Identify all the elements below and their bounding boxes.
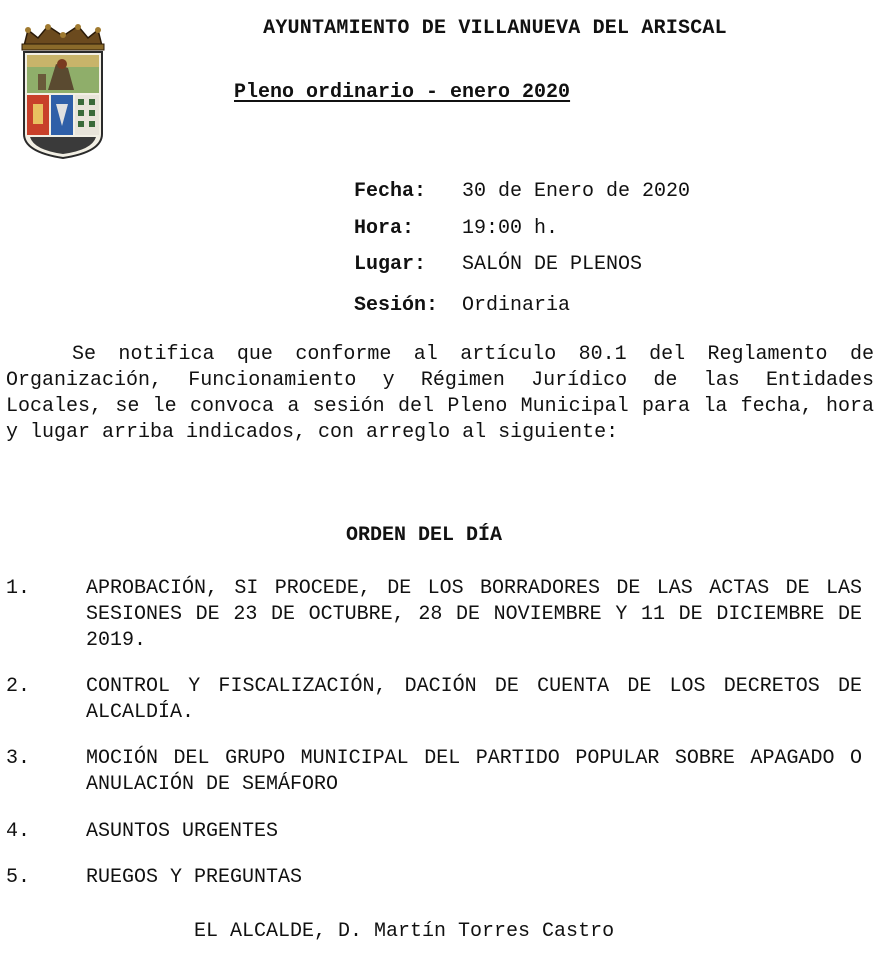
agenda-item-text: APROBACIÓN, SI PROCEDE, DE LOS BORRADORES DE LAS ACTAS DE LAS SESIONES DE 23 DE OCTUBRE, 28 DE NOVIEMBRE Y 11 DE DICIEMBRE DE 2019. — [86, 577, 862, 652]
sesion-label: Sesión: — [354, 294, 439, 317]
agenda-item-text: RUEGOS Y PREGUNTAS — [86, 866, 303, 889]
meta-lugar — [330, 230, 642, 276]
signature: EL ALCALDE, D. Martín Torres Castro — [194, 920, 615, 943]
hora-value: 19:00 h. — [462, 217, 559, 240]
coat-of-arms-icon — [18, 24, 108, 160]
organization-name: AYUNTAMIENTO DE VILLANUEVA DEL ARISCAL — [263, 17, 727, 40]
agenda-title: ORDEN DEL DÍA — [345, 524, 503, 547]
notification-paragraph — [6, 342, 874, 446]
agenda-item — [6, 674, 862, 728]
agenda-item-text: CONTROL Y FISCALIZACIÓN, DACIÓN DE CUENTA DE LOS DECRETOS DE ALCALDÍA. — [86, 675, 862, 724]
agenda-item-number: 2. — [6, 675, 31, 698]
agenda-item-text: MOCIÓN DEL GRUPO MUNICIPAL DEL PARTIDO POPULAR SOBRE APAGADO O ANULACIÓN DE SEMÁFORO — [86, 747, 862, 796]
fecha-value: 30 de Enero de 2020 — [462, 180, 691, 203]
agenda-item — [6, 865, 862, 893]
meta-sesion — [330, 271, 570, 317]
agenda-item — [6, 746, 862, 800]
fecha-label: Fecha: — [354, 180, 427, 203]
agenda-item-number: 5. — [6, 866, 31, 889]
agenda-item-number: 4. — [6, 820, 31, 843]
notification-text: Se notifica que conforme al artículo 80.1 del Reglamento de Organización, Funcionamiento y Régimen Jurídico de las Entidades Locales, se le convoca a sesión del Pleno Municipal para la fecha, hora y lugar arriba indicados, con arreglo al siguiente: — [6, 343, 874, 444]
lugar-label: Lugar: — [354, 253, 427, 276]
agenda-item — [6, 576, 862, 656]
agenda-item — [6, 819, 862, 847]
hora-label: Hora: — [354, 217, 415, 240]
lugar-value: SALÓN DE PLENOS — [462, 253, 643, 276]
document-title: Pleno ordinario - enero 2020 — [234, 81, 571, 104]
agenda-item-text: ASUNTOS URGENTES — [86, 820, 279, 843]
sesion-value: Ordinaria — [462, 294, 571, 317]
agenda-item-number: 3. — [6, 747, 31, 770]
agenda-item-number: 1. — [6, 577, 31, 600]
